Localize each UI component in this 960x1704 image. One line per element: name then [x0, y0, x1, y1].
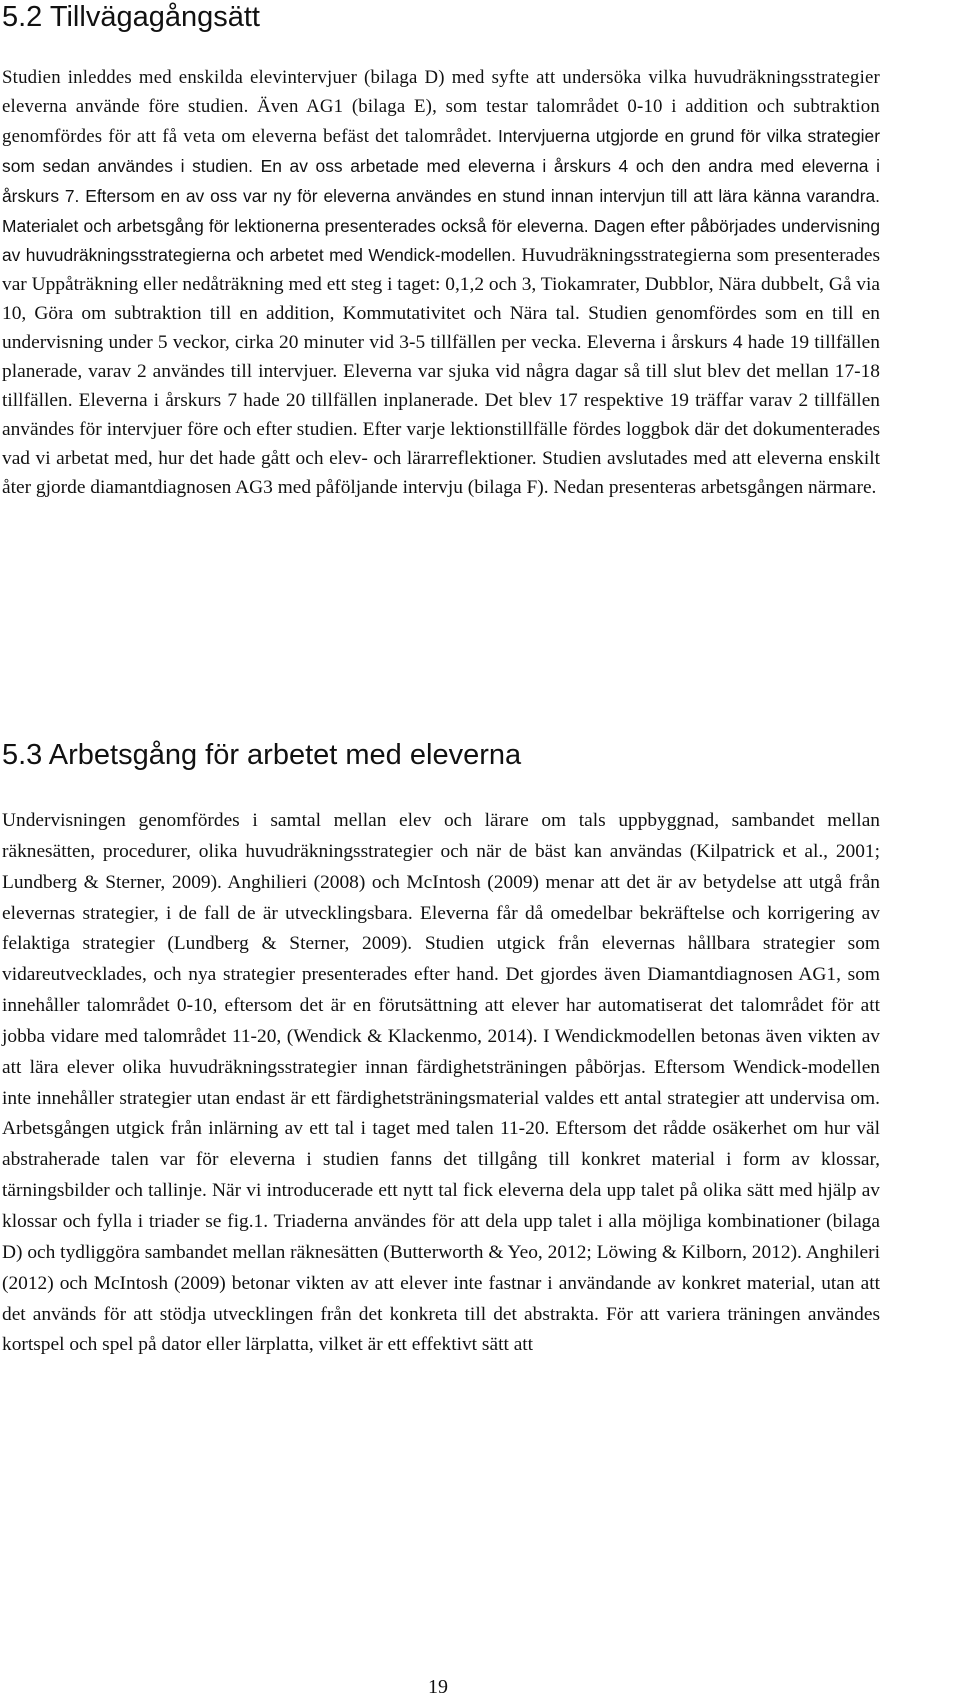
section-5-2-paragraph — [2, 64, 880, 503]
page-number: 19 — [428, 1676, 448, 1698]
section-heading-5-3: 5.3 Arbetsgång för arbetet med eleverna — [2, 739, 522, 771]
paragraph-text-segment: Studien inleddes med enskilda elevintervjuer (bilaga D) med syfte att undersöka vilka huvudräkningsstrategier eleverna använde före studien. Även AG1 (bilaga E), som testar talområdet 0-10 i addition och subtraktion genomfördes för att få veta om eleverna befäst det talområdet. — [2, 67, 880, 147]
section-heading-5-2: 5.2 Tillvägagångsätt — [2, 1, 260, 33]
paragraph-text-segment: Intervjuerna utgjorde en grund för vilka strategier som sedan användes i studien. En av oss arbetade med eleverna i årskurs 4 och den andra med eleverna i årskurs 7. Eftersom en av oss var ny för eleverna användes en stund innan intervjun till att lära känna varandra. Materialet och arbetsgång för lektionerna presenterades också för eleverna. Dagen efter påbörjades undervisning av huvudräkningsstrategierna och arbetet med Wendick-modellen. — [2, 125, 880, 266]
section-5-3-paragraph: Undervisningen genomfördes i samtal mellan elev och lärare om tals uppbyggnad, sambandet mellan räknesätten, procedurer, olika huvudräkningsstrategier och när de bäst kan användas (Kilpatrick et al., 2001; Lundberg & Sterner, 2009). Anghilieri (2008) och McIntosh (2009) menar att det är av betydelse att utgå från elevernas strategier, i de fall de är utvecklingsbara. Eleverna får då omedelbar bekräftelse och korrigering av felaktiga strategier (Lundberg & Sterner, 2009). Studien utgick från elevernas hållbara strategier som vidareutvecklades, och nya strategier presenterades efter hand. Det gjordes även Diamantdiagnosen AG1, som innehåller talområdet 0-10, eftersom det är en förutsättning att elever har automatiserat det talområdet för att jobba vidare med talområdet 11-20, (Wendick & Klackenmo, 2014). I Wendickmodellen betonas även vikten av att lära elever olika huvudräkningsstrategier innan färdighetsträningen påbörjas. Eftersom Wendick-modellen inte innehåller strategier utan endast är ett färdighetsträningsmaterial valdes ett antal strategier att undervisa om. Arbetsgången utgick från inlärning av ett tal i taget med talen 11-20. Eftersom det rådde osäkerhet om hur väl abstraherade talen var för eleverna i studien fanns det tillgång till konkret material i form av klossar, tärningsbilder och tallinje. När vi introducerade ett nytt tal fick eleverna dela upp talet på olika sätt med hjälp av klossar och fylla i triader se fig.1. Triaderna användes för att dela upp talet i alla möjliga kombinationer (bilaga D) och tydliggöra sambandet mellan räknesätten (Butterworth & Yeo, 2012; Löwing & Kilborn, 2012). Anghileri (2012) och McIntosh (2009) betonar vikten av att elever inte fastnar i användande av konkret material, utan att det används för att stödja utvecklingen från det konkreta till det abstrakta. För att variera träningen användes kortspel och spel på dator eller lärplatta, vilket är ett effektivt sätt att — [2, 810, 880, 1356]
paragraph-text-segment: Huvudräkningsstrategierna som presenterades var Uppåträkning eller nedåträkning med ett steg i taget: 0,1,2 och 3, Tiokamrater, Dubblor, Nära dubbelt, Gå via 10, Göra om subtraktion till en addition, Kommutativitet och Nära tal. Studien genomfördes som en till en undervisning under 5 veckor, cirka 20 minuter vid 3-5 tillfällen per vecka. Eleverna i årskurs 4 hade 19 tillfällen planerade, varav 2 användes till intervjuer. Eleverna var sjuka vid några dagar så till slut blev det mellan 17-18 tillfällen. Eleverna i årskurs 7 hade 20 tillfällen inplanerade. Det blev 17 respektive 19 träffar varav 2 tillfällen användes för intervjuer före och efter studien. Efter varje lektionstillfälle fördes loggbok där det dokumenterades vad vi arbetat med, hur det hade gått och elev- och lärarreflektioner. Studien avslutades med att eleverna enskilt åter gjorde diamantdiagnosen AG3 med påföljande intervju (bilaga F). Nedan presenteras arbetsgången närmare. — [2, 245, 880, 498]
